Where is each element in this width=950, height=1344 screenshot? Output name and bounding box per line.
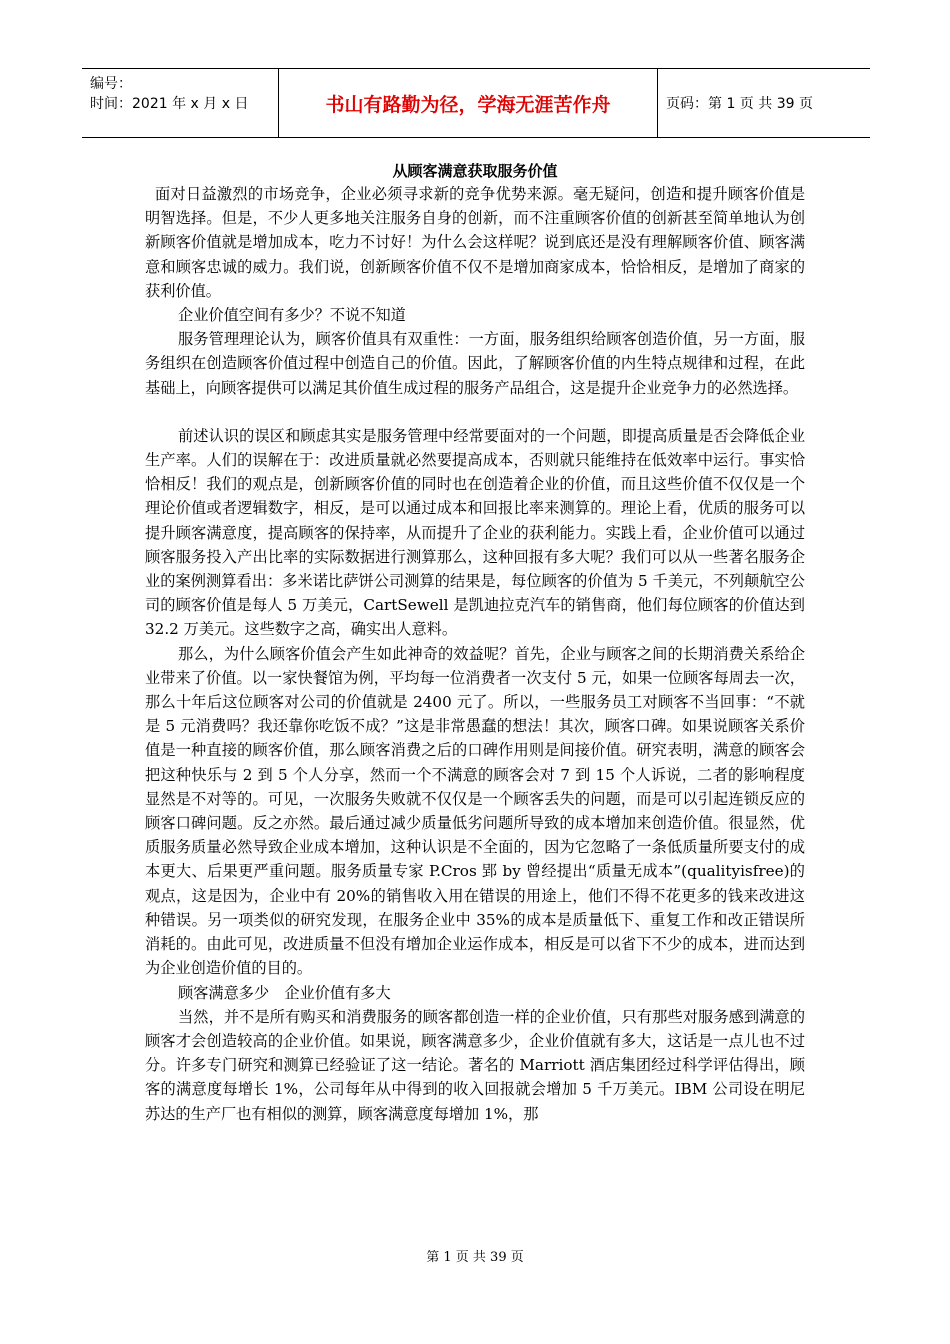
paragraph: 前述认识的误区和顾虑其实是服务管理中经常要面对的一个问题，即提高质量是否会降低企业生产率。人们的误解在于：改进质量就必然要提高成本，否则就只能维持在低效率中运行。事实恰恰相反！我们的观点是，创新顾客价值的同时也在创造着企业的价值，而且这些价值不仅仅是一个理论价值或者逻辑数字，相反，是可以通过成本和回报比率来测算的。理论上看，优质的服务可以提升顾客满意度，提高顾客的保持率，从而提升了企业的获利能力。实践上看，企业价值可以通过顾客服务投入产出比率的实际数据进行测算那么，这种回报有多大呢？我们可以从一些著名服务企业的案例测算看出：多米诺比萨饼公司测算的结果是，每位顾客的价值为 5 千美元，不列颠航空公司的顾客价值是每人 5 万美元，CartSewell 是凯迪拉克汽车的销售商，他们每位顾客的价值达到 32.2 万美元。这些数字之高，确实出人意料。 [145,426,805,639]
header-number-label: 编号： [90,76,132,92]
document-title: 从顾客满意获取服务价值 [392,162,558,180]
section-heading: 顾客满意多少 企业价值有多大 [178,983,391,1002]
paragraph: 服务管理理论认为，顾客价值具有双重性：一方面，服务组织给顾客创造价值，另一方面，服务组织在创造顾客价值过程中创造自己的价值。因此，了解顾客价值的内生特点规律和过程，在此基础上，向顾客提供可以满足其价值生成过程的服务产品组合，这是提升企业竞争力的必然选择。 [145,330,805,397]
section-heading: 企业价值空间有多少？不说不知道 [178,306,406,325]
paragraph: 那么，为什么顾客价值会产生如此神奇的效益呢？首先，企业与顾客之间的长期消费关系给企业带来了价值。以一家快餐馆为例，平均每一位消费者一次支付 5 元，如果一位顾客每周去一次，那么十年后这位顾客对公司的价值就是 2400 元了。所以，一些服务员工对顾客不当回事：“不就是 5 元消费吗？我还靠你吃饭不成？”这是非常愚蠢的想法！其次，顾客口碑。如果说顾客关系价值是一种直接的顾客价值，那么顾客消费之后的口碑作用则是间接价值。研究表明，满意的顾客会把这种快乐与 2 到 5 个人分享，然而一个不满意的顾客会对 7 到 15 个人诉说，二者的影响程度显然是不对等的。可见，一次服务失败就不仅仅是一个顾客丢失的问题，而是可以引起连锁反应的顾客口碑问题。反之亦然。最后通过减少质量低劣问题所导致的成本增加来创造价值。很显然，优质服务质量必然导致企业成本增加，这种认识是不全面的，因为它忽略了一条低质量所要支付的成本更大、后果更严重问题。服务质量专家 P.Cros 郢 by 曾经提出“质量无成本”(qualityisfree)的观点，这是因为，企业中有 20%的销售收入用在错误的用途上，他们不得不花更多的钱来改进这种错误。另一项类似的研究发现，在服务企业中 35%的成本是质量低下、重复工作和改正错误所消耗的。由此可见，改进质量不但没有增加企业运作成本，相反是可以省下不少的成本，进而达到为企业创造价值的目的。 [145,644,805,978]
header-table [82,68,870,138]
header-motto: 书山有路勤为径，学海无涯苦作舟 [279,69,658,137]
document-body [145,182,805,1126]
paragraph: 当然，并不是所有购买和消费服务的顾客都创造一样的企业价值，只有那些对服务感到满意的顾客才会创造较高的企业价值。如果说，顾客满意多少，企业价值就有多大，这话是一点儿也不过分。许多专门研究和测算已经验证了这一结论。著名的 Marriott 酒店集团经过科学评估得出，顾客的满意度每增长 1%，公司每年从中得到的收入回报就会增加 5 千万美元。IBM 公司设在明尼苏达的生产厂也有相似的测算，顾客满意度每增加 1%，那 [145,1007,805,1123]
page-footer: 第 1 页 共 39 页 [426,1250,524,1265]
paragraph: 面对日益激烈的市场竞争，企业必须寻求新的竞争优势来源。毫无疑问，创造和提升顾客价值是明智选择。但是，不少人更多地关注服务自身的创新，而不注重顾客价值的创新甚至简单地认为创新顾客价值就是增加成本，吃力不讨好！为什么会这样呢？说到底还是没有理解顾客价值、顾客满意和顾客忠诚的威力。我们说，创新顾客价值不仅不是增加商家成本，恰恰相反，是增加了商家的获利价值。 [145,185,805,300]
header-page-label: 页码：第 1 页 共 39 页 [666,96,813,112]
header-meta-cell [82,69,279,137]
header-time-label: 时间：2021 年 x 月 x 日 [90,96,249,112]
